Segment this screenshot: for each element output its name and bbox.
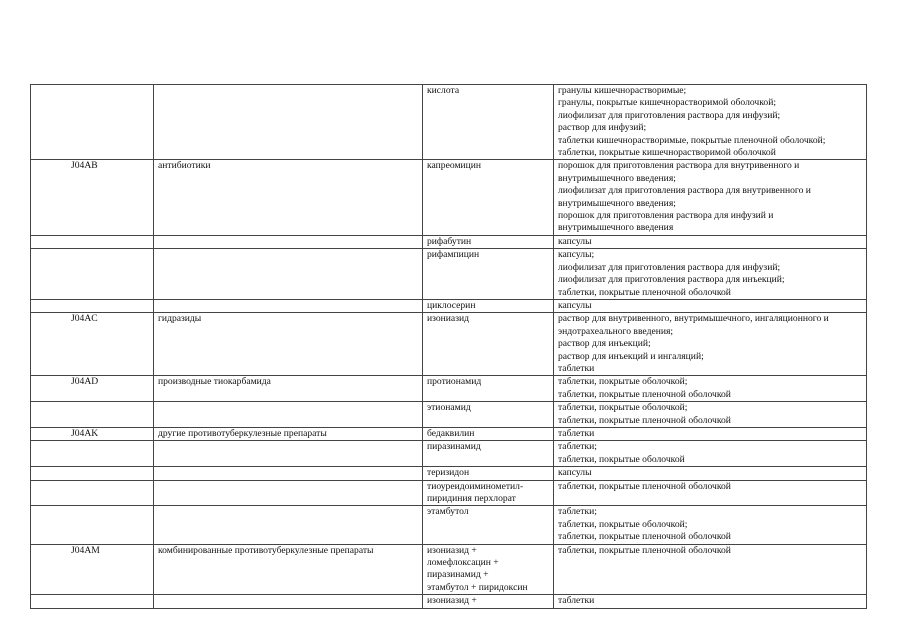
dosage-form-line: таблетки (558, 427, 595, 439)
dosage-form-line: капсулы (558, 467, 592, 479)
dosage-forms-cell (554, 85, 867, 160)
drug-name-cell (423, 402, 554, 428)
dosage-form-line: таблетки (558, 362, 595, 374)
dosage-form-line: гранулы, покрытые кишечнорастворимой оболочкой; (558, 97, 776, 109)
table-row (31, 160, 867, 235)
atc-code-cell (31, 480, 154, 506)
atc-group-cell (154, 480, 423, 506)
atc-group-cell (154, 427, 423, 440)
dosage-form-line: лиофилизат для приготовления раствора для инъекций; (558, 274, 785, 286)
dosage-form-line: лиофилизат для приготовления раствора для инфузий; (558, 261, 781, 273)
atc-group-name: комбинированные противотуберкулезные препараты (158, 544, 374, 556)
dosage-form-line: таблетки кишечнорастворимые, покрытые пленочной оболочкой; (558, 134, 826, 146)
table-row (31, 299, 867, 312)
dosage-form-line: таблетки; (558, 506, 597, 518)
dosage-form-line: таблетки, покрытые пленочной оболочкой (558, 544, 731, 556)
table-row (31, 313, 867, 376)
atc-group-cell (154, 299, 423, 312)
atc-group-name: гидразиды (158, 313, 202, 325)
drug-name-cell (423, 544, 554, 595)
drug-name-cell (423, 299, 554, 312)
drug-name-line: рифампицин (427, 249, 480, 261)
dosage-form-line: порошок для приготовления раствора для инфузий и (558, 210, 774, 222)
drug-name-cell (423, 595, 554, 608)
drug-name-line: ломефлоксацин + (427, 557, 499, 569)
dosage-form-line: лиофилизат для приготовления раствора для внутривенного и (558, 185, 811, 197)
table-row (31, 427, 867, 440)
atc-code-cell (31, 402, 154, 428)
dosage-form-line: капсулы (558, 299, 592, 311)
atc-group-cell (154, 595, 423, 608)
drug-name-cell (423, 427, 554, 440)
atc-code: J04AM (71, 544, 100, 556)
dosage-form-line: таблетки, покрытые пленочной оболочкой (558, 531, 731, 543)
table-row (31, 402, 867, 428)
drug-name-line: пиразинамид (427, 441, 481, 453)
drug-name-line: рифабутин (427, 235, 472, 247)
dosage-form-line: таблетки, покрытые пленочной оболочкой (558, 388, 731, 400)
atc-group-cell (154, 506, 423, 544)
dosage-forms-cell (554, 235, 867, 248)
atc-code-cell (31, 85, 154, 160)
dosage-form-line: внутримышечного введения; (558, 172, 676, 184)
drug-name-cell (423, 376, 554, 402)
atc-group-cell (154, 235, 423, 248)
atc-code-cell (31, 544, 154, 595)
dosage-form-line: таблетки, покрытые кишечнорастворимой оболочкой (558, 147, 776, 159)
drug-name-line: кислота (427, 85, 460, 96)
drug-name-line: пиридиния перхлорат (427, 493, 516, 504)
drug-name-cell (423, 313, 554, 376)
drug-name-line: изониазид + (427, 544, 477, 556)
drug-name-cell (423, 85, 554, 160)
atc-group-cell (154, 85, 423, 160)
atc-code-cell (31, 427, 154, 440)
atc-group-cell (154, 160, 423, 235)
dosage-forms-cell (554, 402, 867, 428)
atc-group-name: производные тиокарбамида (158, 376, 271, 388)
drug-name-line: этамбутол (427, 506, 469, 518)
dosage-form-line: капсулы; (558, 249, 595, 261)
dosage-forms-cell (554, 506, 867, 544)
drug-name-line: тиоуреидоиминометил- (427, 480, 524, 492)
dosage-forms-cell (554, 160, 867, 235)
dosage-form-line: таблетки, покрытые пленочной оболочкой (558, 286, 731, 298)
drug-name-cell (423, 235, 554, 248)
dosage-form-line: таблетки, покрытые оболочкой (558, 453, 685, 465)
atc-code-cell (31, 467, 154, 480)
dosage-form-line: таблетки, покрытые пленочной оболочкой (558, 414, 731, 426)
dosage-form-line: раствор для внутривенного, внутримышечного, ингаляционного и (558, 313, 829, 325)
atc-code: J04AK (71, 427, 99, 439)
atc-group-cell (154, 313, 423, 376)
drug-name-line: капреомицин (427, 160, 482, 172)
atc-group-cell (154, 544, 423, 595)
drug-name-line: пиразинамид + (427, 569, 489, 581)
atc-code-cell (31, 441, 154, 467)
atc-code-cell (31, 313, 154, 376)
dosage-forms-cell (554, 249, 867, 300)
dosage-form-line: внутримышечного введения; (558, 197, 676, 209)
dosage-form-line: таблетки, покрытые пленочной оболочкой (558, 480, 731, 492)
dosage-form-line: раствор для инфузий; (558, 122, 647, 134)
table-row (31, 480, 867, 506)
table-row (31, 249, 867, 300)
dosage-forms-cell (554, 480, 867, 506)
atc-code: J04AC (71, 313, 98, 325)
drug-name-line: изониазид + (427, 595, 477, 607)
drug-name-cell (423, 441, 554, 467)
atc-group-name: другие противотуберкулезные препараты (158, 427, 327, 439)
dosage-form-line: раствор для инъекций; (558, 338, 651, 350)
drug-table (30, 84, 867, 609)
atc-group-cell (154, 402, 423, 428)
table-row (31, 235, 867, 248)
dosage-form-line: таблетки, покрытые оболочкой; (558, 518, 688, 530)
table-row (31, 544, 867, 595)
drug-name-line: этионамид (427, 402, 471, 414)
atc-code: J04AD (71, 376, 99, 388)
dosage-forms-cell (554, 544, 867, 595)
dosage-form-line: гранулы кишечнорастворимые; (558, 85, 687, 96)
dosage-form-line: внутримышечного введения (558, 222, 674, 234)
dosage-form-line: раствор для инъекций и ингаляций; (558, 350, 704, 362)
drug-name-cell (423, 480, 554, 506)
drug-name-cell (423, 160, 554, 235)
atc-code: J04AB (71, 160, 98, 172)
drug-table-body (31, 85, 867, 609)
drug-name-line: бедаквилин (427, 427, 475, 439)
dosage-form-line: эндотрахеального введения; (558, 325, 674, 337)
dosage-forms-cell (554, 427, 867, 440)
dosage-form-line: таблетки (558, 595, 595, 607)
drug-name-cell (423, 467, 554, 480)
atc-group-cell (154, 467, 423, 480)
drug-name-line: этамбутол + пиридоксин (427, 581, 528, 593)
dosage-forms-cell (554, 299, 867, 312)
drug-name-line: циклосерин (427, 299, 476, 311)
atc-group-cell (154, 376, 423, 402)
atc-group-name: антибиотики (158, 160, 211, 172)
dosage-form-line: лиофилизат для приготовления раствора для инфузий; (558, 109, 781, 121)
dosage-forms-cell (554, 467, 867, 480)
table-row (31, 506, 867, 544)
dosage-forms-cell (554, 441, 867, 467)
dosage-form-line: таблетки, покрытые оболочкой; (558, 376, 688, 388)
dosage-form-line: таблетки; (558, 441, 597, 453)
atc-code-cell (31, 299, 154, 312)
atc-group-cell (154, 249, 423, 300)
drug-name-cell (423, 249, 554, 300)
drug-name-line: изониазид (427, 313, 469, 325)
dosage-form-line: капсулы (558, 235, 592, 247)
drug-name-line: протионамид (427, 376, 482, 388)
table-row (31, 85, 867, 160)
dosage-forms-cell (554, 595, 867, 608)
dosage-forms-cell (554, 313, 867, 376)
dosage-form-line: таблетки, покрытые оболочкой; (558, 402, 688, 414)
atc-code-cell (31, 160, 154, 235)
atc-code-cell (31, 249, 154, 300)
atc-group-cell (154, 441, 423, 467)
drug-name-line: теризидон (427, 467, 470, 479)
dosage-form-line: порошок для приготовления раствора для внутривенного и (558, 160, 800, 172)
dosage-forms-cell (554, 376, 867, 402)
table-row (31, 595, 867, 608)
atc-code-cell (31, 595, 154, 608)
table-row (31, 441, 867, 467)
table-row (31, 376, 867, 402)
table-row (31, 467, 867, 480)
atc-code-cell (31, 235, 154, 248)
atc-code-cell (31, 376, 154, 402)
drug-name-cell (423, 506, 554, 544)
atc-code-cell (31, 506, 154, 544)
